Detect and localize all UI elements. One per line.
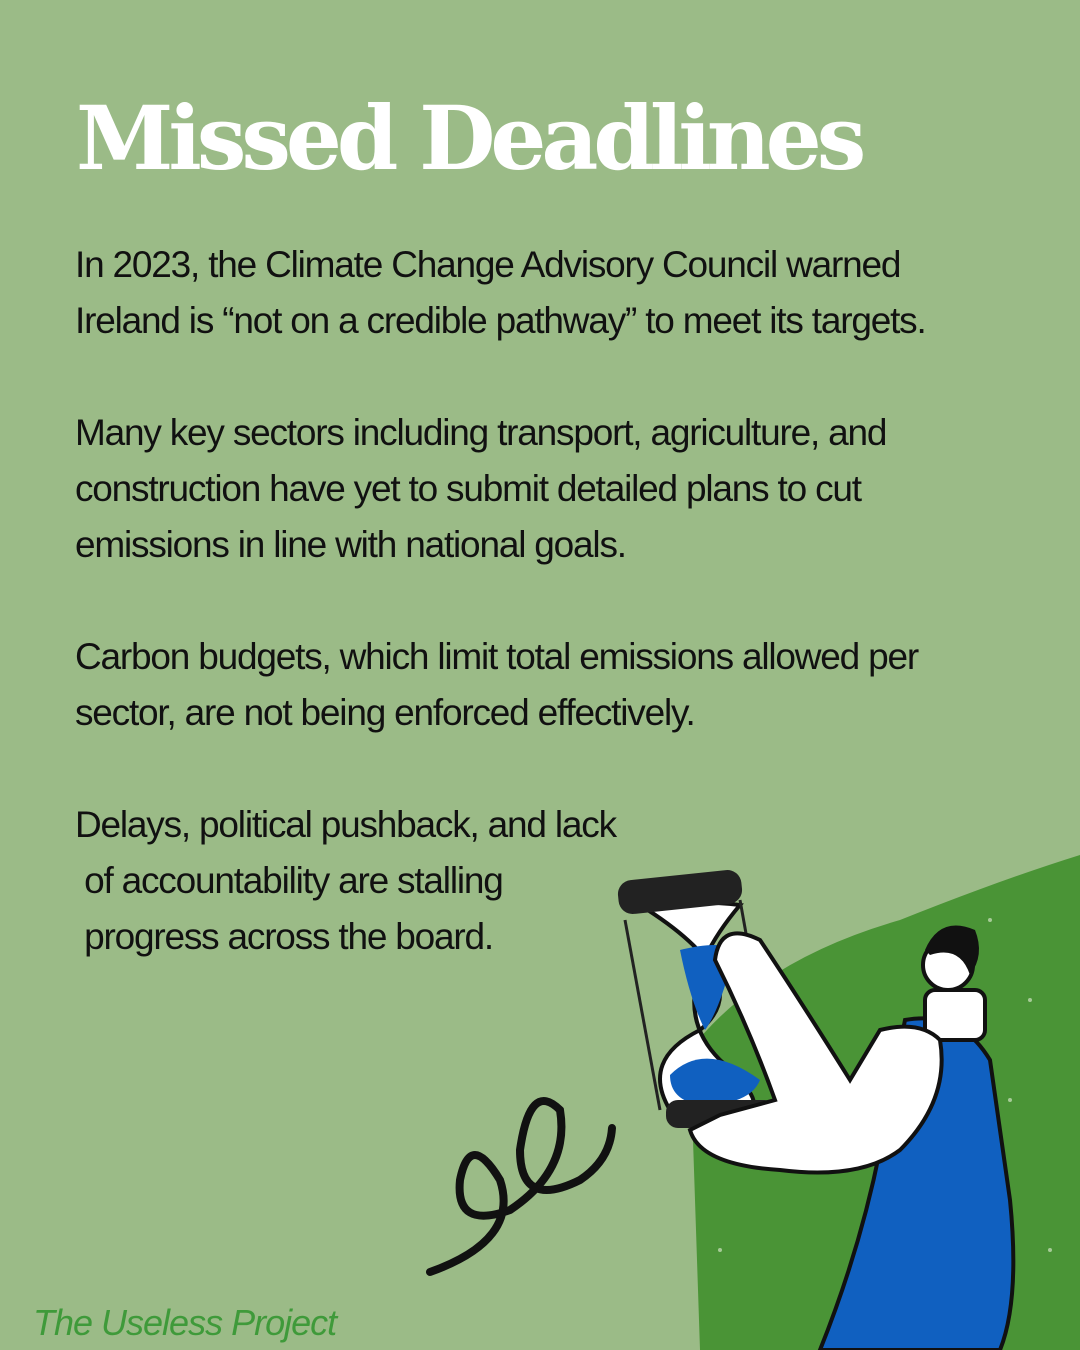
- body-text-line: emissions in line with national goals.: [75, 524, 626, 565]
- body-text-line: construction have yet to submit detailed plans to cut: [75, 468, 861, 509]
- page-title: Missed Deadlines: [76, 86, 862, 190]
- body-text-line: Ireland is “not on a credible pathway” to meet its targets.: [75, 300, 926, 341]
- body-text-line: of accountability are stalling: [75, 860, 503, 901]
- brand-name: The Useless Project: [33, 1302, 337, 1343]
- body-text-line: Delays, political pushback, and lack: [75, 804, 616, 845]
- body-text-line: In 2023, the Climate Change Advisory Council warned: [75, 244, 901, 285]
- body-text-line: progress across the board.: [75, 916, 493, 957]
- body-text-line: Many key sectors including transport, agriculture, and: [75, 412, 887, 453]
- body-text-line: sector, are not being enforced effectively.: [75, 692, 695, 733]
- body-text-line: Carbon budgets, which limit total emissions allowed per: [75, 636, 918, 677]
- squiggle-icon: [430, 1101, 612, 1272]
